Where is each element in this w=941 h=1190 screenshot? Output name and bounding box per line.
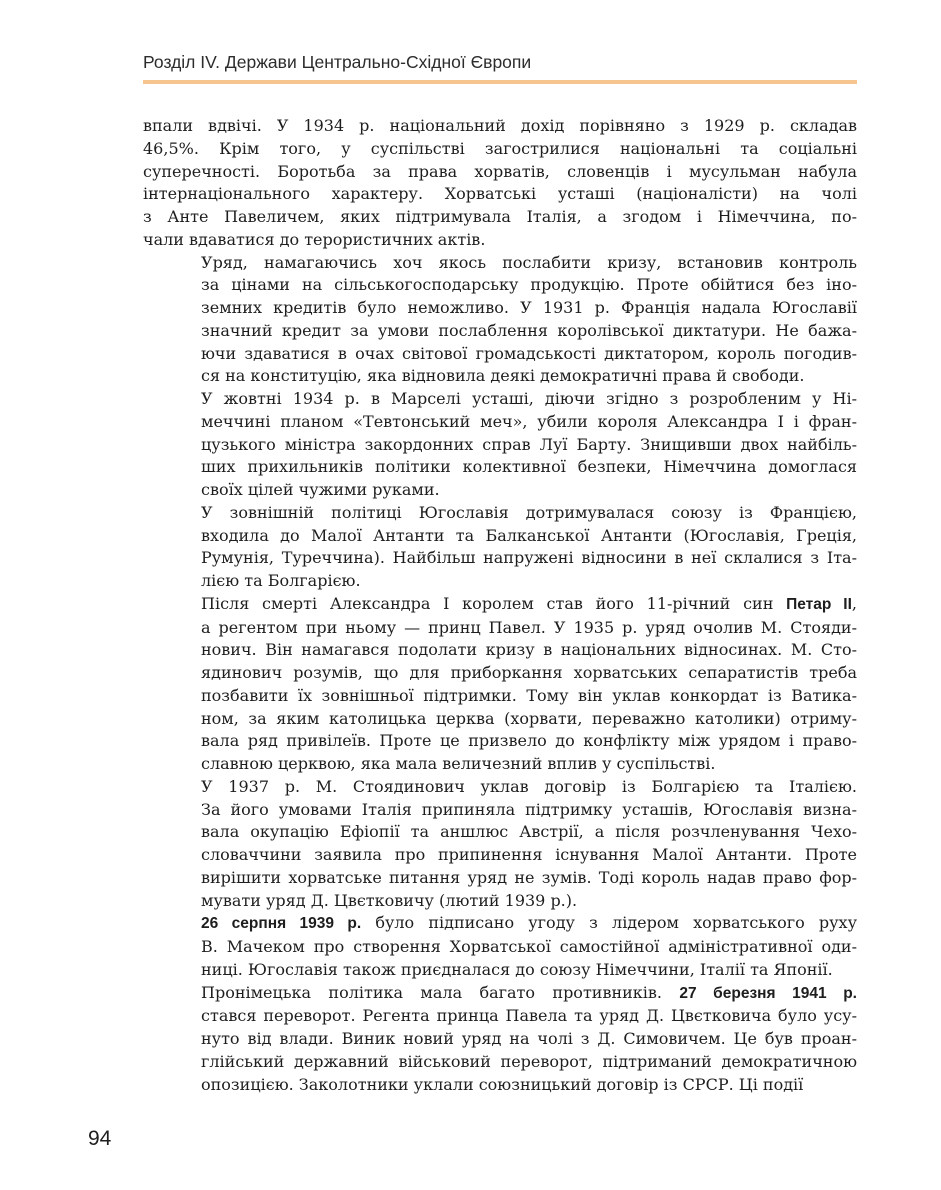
text-line: меччині планом «Тевтонський меч», убили короля Александра І і фран- xyxy=(201,411,857,431)
text-line: мувати уряд Д. Цвєтковичу (лютий 1939 р.). xyxy=(201,890,578,910)
text-line xyxy=(143,982,857,1006)
text-line: ном, за яким католицька церква (хорвати, переважно католики) отриму- xyxy=(201,708,857,728)
paragraph xyxy=(143,982,857,1097)
paragraph xyxy=(143,912,857,981)
text-line: В. Мачеком про створення Хорватської самостійної адміністративної оди- xyxy=(201,937,857,956)
text-line: вирішити хорватське питання уряд не зумів. Тоді король надав право фор- xyxy=(201,867,857,887)
text-line: інтернаціонального характеру. Хорватські усташі (націоналісти) на чолі xyxy=(143,184,857,204)
text-line: значний кредит за умови послаблення королівської диктатури. Не бажа- xyxy=(201,320,857,340)
text-line: Уряд, намагаючись хоч якось послабити кризу, встановив контроль xyxy=(201,252,857,272)
bold-term: Петар ІІ xyxy=(786,595,852,613)
text-segment: Пронімецька політика мала багато противників. xyxy=(201,982,680,1002)
text-line: ниці. Югославія також приєдналася до союзу Німеччини, Італії та Японії. xyxy=(201,959,833,979)
text-line xyxy=(143,912,857,936)
text-segment: було підписано угоду з лідером хорватського руху xyxy=(361,913,857,933)
text-line: ших прихильників політики колективної безпеки, Німеччина домоглася xyxy=(201,457,857,477)
text-line: своїх цілей чужими руками. xyxy=(201,480,440,499)
paragraph xyxy=(143,252,857,389)
body-text xyxy=(143,115,857,1096)
text-line: ючи здаватися в очах світової громадськості диктатором, король погодив- xyxy=(201,343,857,363)
text-line: Румунія, Туреччина). Найбільш напружені відносини в неї склалися з Іта- xyxy=(201,548,857,568)
text-line: впали вдвічі. У 1934 р. національний дохід порівняно з 1929 р. складав xyxy=(143,116,857,135)
text-line: а регентом при ньому — принц Павел. У 1935 р. уряд очолив М. Стояди- xyxy=(201,617,857,637)
bold-term: 27 березня 1941 р. xyxy=(679,984,857,1002)
text-line: вала ряд привілеїв. Проте це призвело до конфлікту між урядом і право- xyxy=(201,731,857,751)
text-line: славною церквою, яка мала величезний вплив у суспільстві. xyxy=(201,754,716,773)
paragraph xyxy=(143,388,857,502)
text-line: суперечності. Боротьба за права хорватів, словенців і мусульман набула xyxy=(143,161,857,181)
text-line: У жовтні 1934 р. в Марселі усташі, діючи згідно з розробленим у Ні- xyxy=(201,389,857,408)
text-line: ся на конституцію, яка відновила деякі демократичні права й свободи. xyxy=(201,366,805,386)
paragraph xyxy=(143,115,857,252)
text-line: нуто від влади. Виник новий уряд на чолі з Д. Симовичем. Це був проан- xyxy=(201,1029,857,1048)
text-line: позбавити їх зовнішньої підтримки. Тому він уклав конкордат із Ватика- xyxy=(201,685,857,705)
text-line: чали вдаватися до терористичних актів. xyxy=(143,229,486,249)
text-line: з Анте Павеличем, яких підтримувала Італія, а згодом і Німеччина, по- xyxy=(143,207,857,226)
paragraph xyxy=(143,593,857,776)
text-line: за цінами на сільськогосподарську продукцію. Проте обійтися без іно- xyxy=(201,275,857,295)
text-segment: Після смерті Александра І королем став його 11-річний син xyxy=(201,593,787,613)
paragraph xyxy=(143,502,857,593)
text-line: опозицією. Заколотники уклали союзницький договір із СРСР. Ці події xyxy=(201,1074,804,1094)
text-line: стався переворот. Регента принца Павела та уряд Д. Цвєтковича було усу- xyxy=(201,1006,857,1026)
text-line: входила до Малої Антанти та Балканської Антанти (Югославія, Греція, xyxy=(201,525,857,545)
text-line: У 1937 р. М. Стоядинович уклав договір із Болгарією та Італією. xyxy=(201,776,857,796)
text-line: ядинович розумів, що для приборкання хорватських сепаратистів треба xyxy=(201,663,857,682)
text-line: цузького міністра закордонних справ Луї Барту. Знищивши двох найбіль- xyxy=(201,434,857,454)
text-line: глійський державний військовий переворот, підтриманий демократичною xyxy=(201,1051,857,1071)
text-line: словаччини заявила про припинення існування Малої Антанти. Проте xyxy=(201,845,857,864)
running-header: Розділ IV. Держави Центрально-Східної Європи xyxy=(143,52,532,72)
text-line: вала окупацію Ефіопії та аншлюс Австрії, а після розчленування Чехо- xyxy=(201,822,857,842)
text-line: лією та Болгарією. xyxy=(201,571,361,590)
text-line: 46,5%. Крім того, у суспільстві загострилися національні та соціальні xyxy=(143,138,857,158)
text-line: нович. Він намагався подолати кризу в національних відносинах. М. Сто- xyxy=(201,640,857,660)
paragraph xyxy=(143,776,857,913)
text-line: За його умовами Італія припиняла підтримку усташів, Югославія визна- xyxy=(201,799,857,819)
page-number: 94 xyxy=(88,1127,112,1150)
text-segment: , xyxy=(851,593,857,613)
header-divider xyxy=(143,80,857,84)
text-line xyxy=(143,593,857,617)
bold-term: 26 серпня 1939 р. xyxy=(201,915,362,933)
text-line: земних кредитів було неможливо. У 1931 р. Франція надала Югославії xyxy=(201,298,857,317)
text-line: У зовнішній політиці Югославія дотримувалася союзу із Францією, xyxy=(201,502,857,522)
